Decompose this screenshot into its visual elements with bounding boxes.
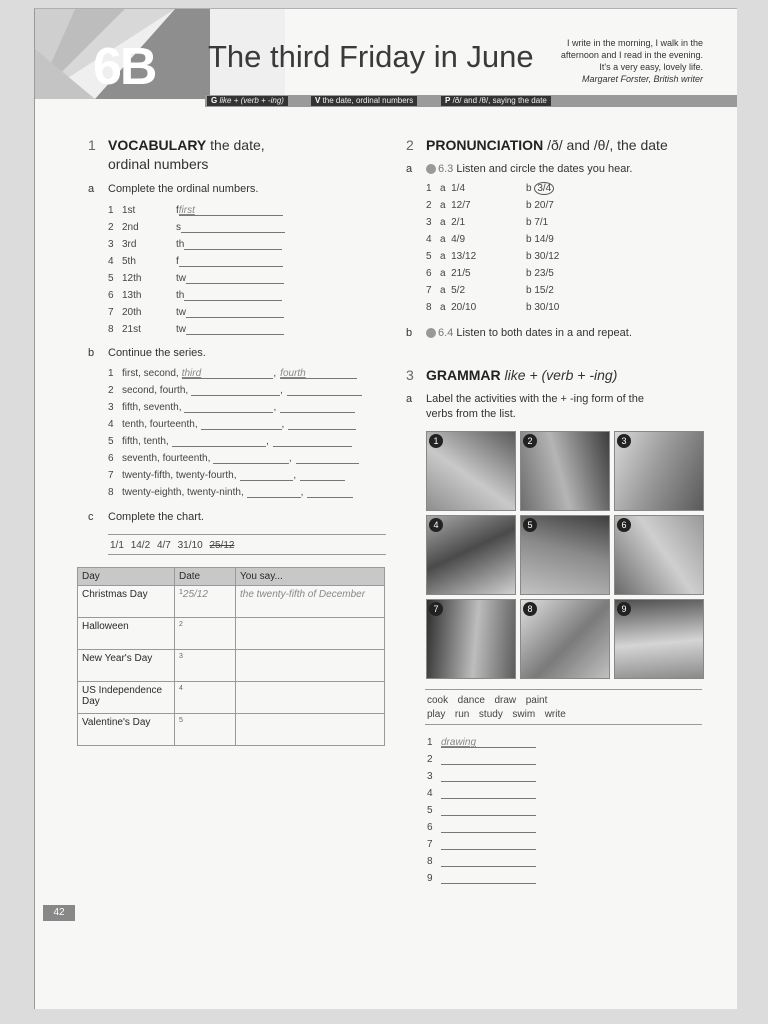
quote-line: It's a very easy, lovely life. bbox=[599, 62, 703, 72]
dates-chart bbox=[77, 567, 385, 746]
item-number: 1 bbox=[108, 205, 114, 216]
answer-line[interactable] bbox=[288, 419, 356, 430]
vocab-c-instruction: c Complete the chart. bbox=[88, 511, 204, 523]
series-row bbox=[108, 402, 355, 413]
item-number: 7 bbox=[108, 470, 114, 481]
quote-author: Margaret Forster, British writer bbox=[581, 74, 703, 84]
ordinal-start: tw bbox=[176, 324, 186, 335]
item-number: 2 bbox=[426, 200, 432, 211]
series-row bbox=[108, 487, 353, 498]
option-a[interactable]: a 20/10 bbox=[440, 302, 477, 313]
series-text: tenth, fourteenth, bbox=[122, 419, 198, 430]
item-number: 2 bbox=[427, 754, 433, 765]
grammar-a-instruction-line2: verbs from the list. bbox=[426, 408, 516, 420]
chart-row bbox=[78, 586, 385, 618]
chart-day: Valentine's Day bbox=[78, 714, 175, 746]
photo-number-badge: 9 bbox=[617, 602, 631, 616]
quote-line: afternoon and I read in the evening. bbox=[560, 50, 703, 60]
option-b-letter: b bbox=[526, 234, 535, 245]
pron-heading: 2 PRONUNCIATION /ð/ and /θ/, the date bbox=[406, 137, 668, 153]
ordinal-start: th bbox=[176, 239, 185, 250]
activity-photo bbox=[614, 431, 704, 511]
comma: , bbox=[288, 453, 292, 464]
page-number: 42 bbox=[43, 905, 75, 921]
option-b[interactable]: 3/4 bbox=[534, 182, 554, 195]
page-title: The third Friday in June bbox=[208, 39, 534, 74]
grammar-heading: 3 GRAMMAR like + (verb + -ing) bbox=[406, 367, 618, 383]
chart-row bbox=[78, 650, 385, 682]
option-b-letter: b bbox=[526, 200, 535, 211]
chart-row bbox=[78, 714, 385, 746]
verb-list-line1: cook dance draw paint bbox=[427, 695, 548, 706]
item-number: 6 bbox=[427, 822, 433, 833]
answer-line[interactable] bbox=[280, 402, 355, 413]
item-number: 7 bbox=[426, 285, 432, 296]
chart-row bbox=[78, 618, 385, 650]
option-b[interactable]: 23/5 bbox=[534, 268, 554, 279]
ordinal-number: 21st bbox=[122, 324, 141, 335]
answer-line[interactable] bbox=[186, 307, 284, 318]
verb-list-line2: play run study swim write bbox=[427, 709, 566, 720]
ordinal-number: 1st bbox=[122, 205, 136, 216]
ordinal-row bbox=[108, 222, 285, 233]
answer-line[interactable] bbox=[441, 754, 536, 765]
answer-line[interactable] bbox=[441, 822, 536, 833]
ordinal-row bbox=[108, 290, 282, 301]
chart-date[interactable] bbox=[175, 586, 236, 618]
item-number: 6 bbox=[426, 268, 432, 279]
option-a[interactable]: a 4/9 bbox=[440, 234, 466, 245]
series-text: twenty-fifth, twenty-fourth, bbox=[122, 470, 237, 481]
answer-line[interactable] bbox=[213, 453, 289, 464]
ordinal-start: f bbox=[176, 205, 179, 216]
chart-date[interactable] bbox=[175, 682, 236, 714]
answer-line[interactable] bbox=[201, 419, 282, 430]
chart-say[interactable] bbox=[236, 618, 385, 650]
answer-line[interactable] bbox=[181, 222, 285, 233]
answer-line[interactable] bbox=[273, 436, 352, 447]
option-b-letter: b bbox=[526, 285, 535, 296]
answer-line[interactable] bbox=[184, 290, 282, 301]
series-row bbox=[108, 470, 345, 481]
answer-row bbox=[427, 805, 536, 816]
answer-line[interactable] bbox=[287, 385, 362, 396]
answer-text: drawing bbox=[441, 737, 477, 748]
answer-row bbox=[427, 737, 536, 748]
option-b[interactable]: 30/10 bbox=[534, 302, 560, 313]
chart-say[interactable] bbox=[236, 650, 385, 682]
chart-row bbox=[78, 682, 385, 714]
item-number: 1 bbox=[108, 368, 114, 379]
answer-line[interactable] bbox=[280, 368, 357, 379]
answer-line[interactable] bbox=[186, 273, 284, 284]
audio-icon[interactable] bbox=[426, 328, 436, 338]
series-row bbox=[108, 453, 359, 464]
option-b-letter: b bbox=[526, 183, 535, 194]
activity-photo bbox=[520, 599, 610, 679]
answer-line[interactable] bbox=[172, 436, 266, 447]
item-number: 8 bbox=[427, 856, 433, 867]
dates-list: 1/1 14/2 4/7 31/10 25/12 bbox=[110, 540, 235, 551]
audio-icon[interactable] bbox=[426, 164, 436, 174]
item-number: 8 bbox=[108, 487, 114, 498]
item-number: 1 bbox=[426, 183, 432, 194]
photo-number-badge: 4 bbox=[429, 518, 443, 532]
ordinal-number: 13th bbox=[122, 290, 142, 301]
ordinal-row bbox=[108, 256, 283, 267]
activity-photo bbox=[614, 599, 704, 679]
ordinal-start: tw bbox=[176, 273, 186, 284]
ordinal-number: 2nd bbox=[122, 222, 139, 233]
answer-line[interactable] bbox=[181, 368, 277, 379]
activity-photo bbox=[426, 431, 516, 511]
photo-number-badge: 8 bbox=[523, 602, 537, 616]
chart-date-number: 5 bbox=[179, 717, 183, 724]
ordinal-start: s bbox=[176, 222, 181, 233]
option-b[interactable]: 15/2 bbox=[534, 285, 554, 296]
option-a[interactable]: a 1/4 bbox=[440, 183, 466, 194]
photo-number-badge: 5 bbox=[523, 518, 537, 532]
series-row bbox=[108, 385, 362, 396]
answer-line[interactable] bbox=[179, 205, 283, 216]
comma: , bbox=[266, 436, 269, 447]
option-a[interactable]: a 2/1 bbox=[440, 217, 466, 228]
answer-row bbox=[427, 856, 536, 867]
pron-b-instruction: b 6.4 Listen to both dates in a and repeat. bbox=[406, 327, 632, 339]
option-a[interactable]: a 12/7 bbox=[440, 200, 471, 211]
item-number: 6 bbox=[108, 453, 114, 464]
grammar-a-instruction: a Label the activities with the + -ing form of the bbox=[406, 393, 644, 405]
chart-say[interactable]: the twenty-fifth of December bbox=[236, 586, 385, 618]
option-b-letter: b bbox=[526, 268, 535, 279]
photo-number-badge: 3 bbox=[617, 434, 631, 448]
quote bbox=[523, 37, 703, 85]
answer-line[interactable] bbox=[441, 771, 536, 782]
activity-photo bbox=[520, 515, 610, 595]
chart-header: Date bbox=[175, 568, 236, 586]
date-pair-row bbox=[426, 234, 554, 245]
option-b[interactable]: 14/9 bbox=[534, 234, 554, 245]
chart-date-number: 2 bbox=[179, 621, 183, 628]
item-number: 8 bbox=[108, 324, 114, 335]
option-b-letter: b bbox=[526, 217, 535, 228]
answer-row bbox=[427, 771, 536, 782]
chart-date-number: 4 bbox=[179, 685, 183, 692]
option-a[interactable]: a 21/5 bbox=[440, 268, 471, 279]
ordinal-row bbox=[108, 205, 283, 216]
series-text: second, fourth, bbox=[122, 385, 189, 396]
activity-photo bbox=[426, 599, 516, 679]
chart-date-answer: 25/12 bbox=[182, 589, 208, 600]
answer-row bbox=[427, 788, 536, 799]
item-number: 5 bbox=[427, 805, 433, 816]
series-text: seventh, fourteenth, bbox=[122, 453, 211, 464]
item-number: 2 bbox=[108, 222, 114, 233]
chart-header: Day bbox=[78, 568, 175, 586]
option-b[interactable]: 20/7 bbox=[534, 200, 554, 211]
item-number: 5 bbox=[108, 436, 114, 447]
item-number: 4 bbox=[108, 419, 114, 430]
date-pair-row bbox=[426, 200, 554, 211]
ordinal-number: 20th bbox=[122, 307, 142, 318]
item-number: 5 bbox=[426, 251, 432, 262]
option-b[interactable]: 7/1 bbox=[534, 217, 549, 228]
chart-day: New Year's Day bbox=[78, 650, 175, 682]
activity-photo bbox=[426, 515, 516, 595]
vocab-a-instruction: a Complete the ordinal numbers. bbox=[88, 183, 259, 195]
date-pair-row bbox=[426, 302, 559, 313]
vocab-heading: 1 VOCABULARY the date, bbox=[88, 137, 265, 153]
answer-line[interactable] bbox=[179, 256, 283, 267]
answer-line[interactable] bbox=[441, 737, 536, 748]
answer-line[interactable] bbox=[296, 453, 359, 464]
answer-line[interactable] bbox=[300, 470, 345, 481]
item-number: 5 bbox=[108, 273, 114, 284]
item-number: 1 bbox=[427, 737, 433, 748]
answer-line[interactable] bbox=[191, 385, 280, 396]
ordinal-start: th bbox=[176, 290, 185, 301]
series-row bbox=[108, 436, 352, 447]
date-pair-row bbox=[426, 251, 559, 262]
item-number: 8 bbox=[426, 302, 432, 313]
comma: , bbox=[273, 368, 277, 379]
option-a[interactable]: a 5/2 bbox=[440, 285, 466, 296]
answer-line[interactable] bbox=[441, 788, 536, 799]
item-number: 9 bbox=[427, 873, 433, 884]
vocab-heading-line2: ordinal numbers bbox=[108, 156, 209, 172]
answer-row bbox=[427, 873, 536, 884]
series-text: fifth, seventh, bbox=[122, 402, 182, 413]
answer-line[interactable] bbox=[441, 873, 536, 884]
answer-row bbox=[427, 822, 536, 833]
date-pair-row bbox=[426, 217, 548, 228]
answer-line[interactable] bbox=[184, 239, 282, 250]
photo-number-badge: 1 bbox=[429, 434, 443, 448]
item-number: 6 bbox=[108, 290, 114, 301]
answer-text: fourth bbox=[280, 368, 306, 379]
series-text: twenty-eighth, twenty-ninth, bbox=[122, 487, 244, 498]
answer-row bbox=[427, 839, 536, 850]
chart-say[interactable] bbox=[236, 714, 385, 746]
answer-text: third bbox=[181, 368, 202, 379]
answer-row bbox=[427, 754, 536, 765]
series-row bbox=[108, 419, 356, 430]
option-b-letter: b bbox=[526, 302, 535, 313]
chart-date[interactable] bbox=[175, 618, 236, 650]
option-b[interactable]: 30/12 bbox=[534, 251, 560, 262]
chart-date[interactable] bbox=[175, 714, 236, 746]
item-number: 3 bbox=[108, 239, 114, 250]
chart-day: Christmas Day bbox=[78, 586, 175, 618]
chart-date-number: 1 bbox=[179, 589, 183, 596]
ordinal-number: 3rd bbox=[122, 239, 137, 250]
answer-line[interactable] bbox=[441, 839, 536, 850]
photo-number-badge: 2 bbox=[523, 434, 537, 448]
date-pair-row bbox=[426, 183, 554, 194]
comma: , bbox=[281, 419, 285, 430]
chart-date-number: 3 bbox=[179, 653, 183, 660]
date-pair-row bbox=[426, 268, 554, 279]
series-row bbox=[108, 368, 357, 379]
series-text: first, second, bbox=[122, 368, 179, 379]
item-number: 2 bbox=[108, 385, 114, 396]
chart-date[interactable] bbox=[175, 650, 236, 682]
ordinal-row bbox=[108, 239, 282, 250]
item-number: 4 bbox=[108, 256, 114, 267]
item-number: 7 bbox=[108, 307, 114, 318]
ordinal-number: 12th bbox=[122, 273, 142, 284]
unit-number: 6B bbox=[93, 38, 156, 96]
ordinal-row bbox=[108, 307, 284, 318]
comma: , bbox=[293, 470, 297, 481]
vocab-b-instruction: b Continue the series. bbox=[88, 347, 206, 359]
chart-header: You say... bbox=[236, 568, 385, 586]
answer-line[interactable] bbox=[184, 402, 273, 413]
photo-number-badge: 7 bbox=[429, 602, 443, 616]
ordinal-start: f bbox=[176, 256, 179, 267]
tag-pronunciation: P /ð/ and /θ/, saying the date bbox=[441, 96, 551, 106]
item-number: 4 bbox=[426, 234, 432, 245]
tag-grammar: G like + (verb + -ing) bbox=[207, 96, 288, 106]
series-text: fifth, tenth, bbox=[122, 436, 169, 447]
item-number: 3 bbox=[108, 402, 114, 413]
comma: , bbox=[280, 385, 283, 396]
ordinal-start: tw bbox=[176, 307, 186, 318]
answer-line[interactable] bbox=[240, 470, 297, 481]
item-number: 4 bbox=[427, 788, 433, 799]
ordinal-number: 5th bbox=[122, 256, 136, 267]
option-a[interactable]: a 13/12 bbox=[440, 251, 477, 262]
date-pair-row bbox=[426, 285, 554, 296]
comma: , bbox=[300, 487, 304, 498]
tag-vocabulary: V the date, ordinal numbers bbox=[311, 96, 417, 106]
activity-photo bbox=[614, 515, 704, 595]
pron-a-instruction: a 6.3 Listen and circle the dates you hear. bbox=[406, 163, 633, 175]
item-number: 3 bbox=[426, 217, 432, 228]
quote-line: I write in the morning, I walk in the bbox=[566, 38, 703, 48]
ordinal-row bbox=[108, 273, 284, 284]
chart-day: US Independence Day bbox=[78, 682, 175, 714]
photo-number-badge: 6 bbox=[617, 518, 631, 532]
answer-line[interactable] bbox=[186, 324, 284, 335]
answer-line[interactable] bbox=[247, 487, 301, 498]
item-number: 7 bbox=[427, 839, 433, 850]
answer-line[interactable] bbox=[307, 487, 352, 498]
chart-day: Halloween bbox=[78, 618, 175, 650]
chart-say[interactable] bbox=[236, 682, 385, 714]
option-b-letter: b bbox=[526, 251, 535, 262]
answer-line[interactable] bbox=[441, 856, 536, 867]
item-number: 3 bbox=[427, 771, 433, 782]
answer-text: first bbox=[178, 205, 195, 216]
comma: , bbox=[273, 402, 277, 413]
ordinal-row bbox=[108, 324, 284, 335]
activity-photo bbox=[520, 431, 610, 511]
answer-line[interactable] bbox=[441, 805, 536, 816]
